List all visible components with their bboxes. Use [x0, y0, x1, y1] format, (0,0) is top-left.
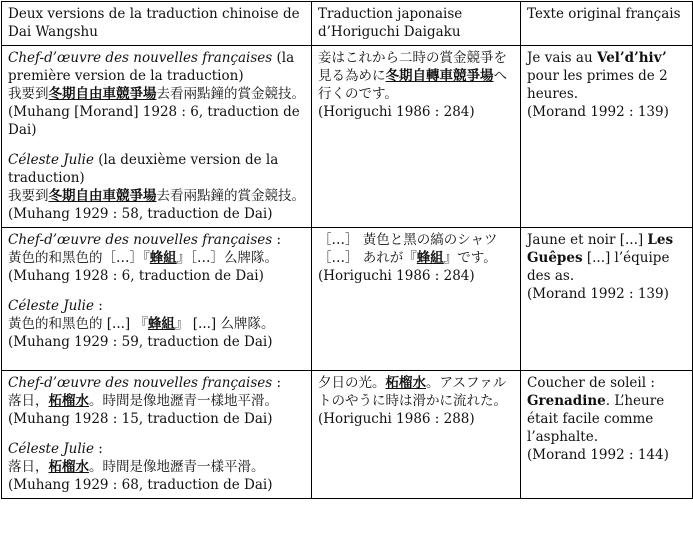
book-title: Céleste Julie	[8, 152, 94, 168]
passage-pre: Coucher de soleil :	[527, 375, 655, 391]
table-row	[2, 46, 693, 228]
highlighted-term: Les Guêpes	[527, 232, 674, 266]
citation: (Muhang 1928 : 15, traduction de Dai)	[8, 411, 273, 427]
book-title-note: :	[94, 441, 103, 457]
passage-pre: Jaune et noir [...]	[527, 232, 648, 248]
chinese-version-2	[8, 440, 306, 494]
passage-pre: ［…］ 黃色と黑の縞のシャツ［…］ あれが『	[318, 232, 498, 266]
japanese-cell	[312, 46, 521, 228]
passage-post: 』 [...] 么牌隊。	[175, 316, 275, 332]
chinese-version-1	[8, 231, 306, 285]
highlighted-term: 蜂組	[416, 250, 444, 266]
header-chinese: Deux versions de la traduction chinoise de Dai Wangshu	[2, 2, 312, 46]
book-title-note: (la première version de la traduction)	[8, 50, 295, 84]
book-title: Chef-d’œuvre des nouvelles françaises	[8, 375, 273, 391]
japanese-cell	[312, 228, 521, 371]
citation: (Muhang 1929 : 59, traduction de Dai)	[8, 334, 273, 350]
passage-pre: 黃色的和黑色的［…］『	[8, 250, 150, 266]
passage-post: 』です。	[443, 250, 497, 266]
book-title: Céleste Julie	[8, 298, 94, 314]
citation: (Horiguchi 1986 : 284)	[318, 268, 475, 284]
book-title-note: :	[94, 298, 103, 314]
passage-pre: 我要到	[8, 86, 49, 102]
book-title: Chef-d’œuvre des nouvelles françaises	[8, 232, 273, 248]
book-title-note: :	[272, 375, 282, 391]
passage-post: 。アスファルトのやうに時は滑かに流れた。	[318, 375, 507, 409]
citation: (Muhang [Morand] 1928 : 6, traduction de Dai)	[8, 104, 300, 138]
passage-post: 。時間是像地瀝青一樣地平滑。	[89, 393, 278, 409]
chinese-cell	[2, 228, 312, 371]
citation: (Muhang 1929 : 68, traduction de Dai)	[8, 477, 273, 493]
passage-post: 去看兩點鐘的賞金競技。	[156, 188, 305, 204]
highlighted-term: 柘榴水	[385, 375, 426, 391]
passage-pre: 妾はこれから二時の賞金競爭を見る為めに	[318, 50, 507, 84]
highlighted-term: 冬期自轉車競爭場	[385, 68, 494, 84]
highlighted-term: 柘榴水	[48, 393, 89, 409]
citation: (Muhang 1928 : 6, traduction de Dai)	[8, 268, 264, 284]
chinese-version-1	[8, 374, 306, 428]
passage-post: へ行くのです。	[318, 68, 507, 102]
passage-pre: 黃色的和黑色的 [...] 『	[8, 316, 148, 332]
book-title: Chef-d’œuvre des nouvelles françaises	[8, 50, 273, 66]
translation-comparison-table	[1, 1, 693, 499]
passage-pre: 夕日の光。	[318, 375, 386, 391]
highlighted-term: 柘榴水	[48, 459, 89, 475]
highlighted-term: 蜂組	[148, 316, 175, 332]
citation: (Morand 1992 : 139)	[527, 286, 669, 302]
table-row	[2, 371, 693, 499]
citation: (Horiguchi 1986 : 284)	[318, 104, 475, 120]
passage-pre: 落日，	[8, 393, 49, 409]
passage-pre: 我要到	[8, 188, 49, 204]
citation: (Horiguchi 1986 : 288)	[318, 411, 475, 427]
book-title-note: (la deuxième version de la traduction)	[8, 152, 279, 186]
table-row	[2, 228, 693, 371]
passage-post: pour les primes de 2 heures.	[527, 68, 668, 102]
chinese-cell	[2, 371, 312, 499]
japanese-cell	[312, 371, 521, 499]
highlighted-term: 蜂組	[149, 250, 177, 266]
chinese-cell	[2, 46, 312, 228]
french-cell	[521, 371, 693, 499]
french-cell	[521, 46, 693, 228]
highlighted-term: Grenadine	[527, 393, 606, 409]
french-cell	[521, 228, 693, 371]
book-title: Céleste Julie	[8, 441, 94, 457]
header-french: Texte original français	[521, 2, 693, 46]
highlighted-term: Vel’d’hiv’	[596, 50, 667, 66]
chinese-version-1	[8, 49, 306, 139]
table-header-row	[2, 2, 693, 46]
passage-post: . L’heure était facile comme l’asphalte.	[527, 393, 665, 445]
book-title-note: :	[272, 232, 282, 248]
highlighted-term: 冬期自由車競爭場	[48, 188, 157, 204]
citation: (Muhang 1929 : 58, traduction de Dai)	[8, 206, 273, 222]
chinese-version-2	[8, 151, 306, 223]
passage-pre: Je vais au	[527, 50, 597, 66]
citation: (Morand 1992 : 144)	[527, 447, 669, 463]
citation: (Morand 1992 : 139)	[527, 104, 669, 120]
passage-pre: 落日，	[8, 459, 49, 475]
passage-post: 』［…］么牌隊。	[176, 250, 278, 266]
passage-post: 去看兩點鐘的賞金競技。	[156, 86, 305, 102]
highlighted-term: 冬期自由車競爭場	[48, 86, 157, 102]
header-japanese: Traduction japonaise d’Horiguchi Daigaku	[312, 2, 521, 46]
passage-post: [...] l’équipe des as.	[527, 250, 670, 284]
chinese-version-2	[8, 297, 306, 351]
passage-post: 。時間是像地瀝青一樣平滑。	[89, 459, 265, 475]
